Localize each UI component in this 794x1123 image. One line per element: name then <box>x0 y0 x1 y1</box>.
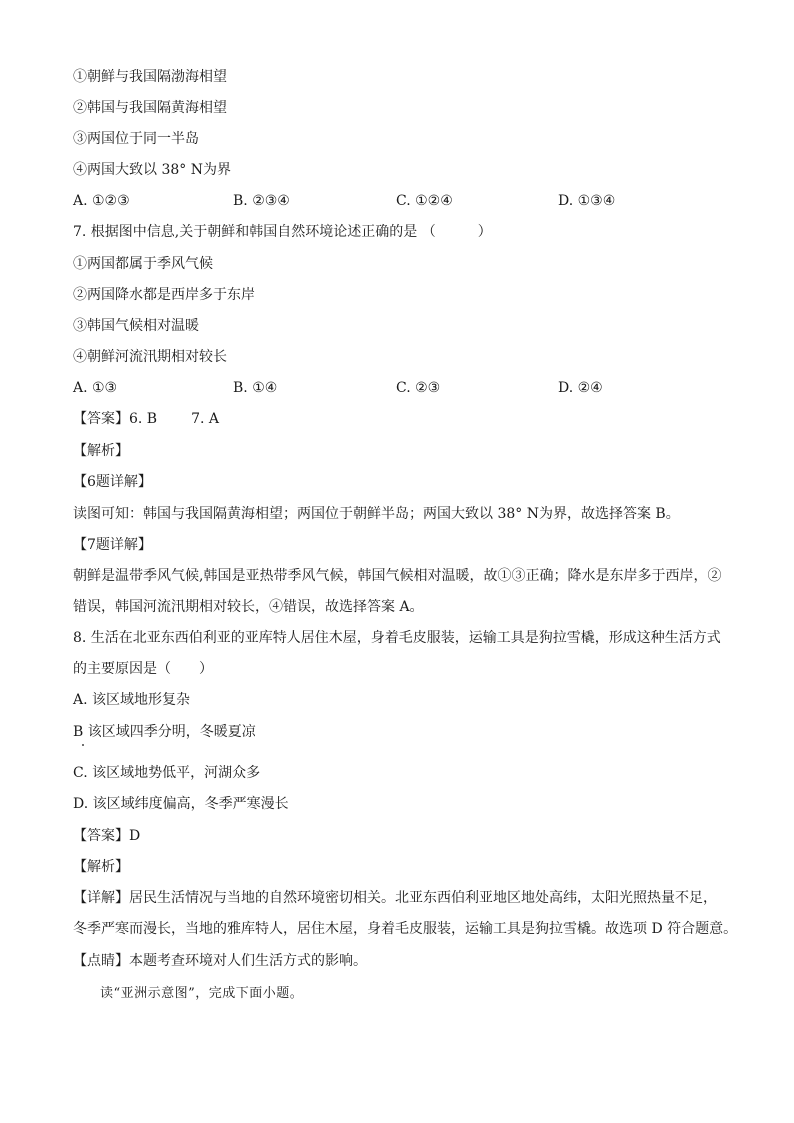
q6-option-a: A. ①②③ <box>73 193 130 209</box>
next-section-intro: 读“亚洲示意图”，完成下面小题。 <box>100 986 304 1001</box>
detail-7-title: 【7题详解】 <box>73 537 152 553</box>
q7-stem: 7. 根据图中信息,关于朝鲜和韩国自然环境论述正确的是 （ ） <box>73 224 492 240</box>
answer-8 <box>73 827 140 845</box>
detail-7-text-2: 错误，韩国河流汛期相对较长，④错误，故选择答案 A。 <box>73 599 424 615</box>
analysis-heading-6-7: 【解析】 <box>73 443 129 459</box>
q7-options <box>73 379 733 397</box>
q7-option-b: B. ①④ <box>233 380 278 396</box>
q6-statement-4: ④两国大致以 38° N为界 <box>73 162 231 178</box>
answer-tag: 【答案】 <box>73 411 129 427</box>
q7-option-c: C. ②③ <box>396 380 441 396</box>
answer-6-7 <box>73 410 219 428</box>
q8-option-a: A. 该区域地形复杂 <box>73 692 191 708</box>
q6-statement-1: ①朝鲜与我国隔渤海相望 <box>73 69 227 85</box>
q7-statement-4: ④朝鲜河流汛期相对较长 <box>73 349 227 365</box>
point-8: 【点睛】本题考查环境对人们生活方式的影响。 <box>73 953 367 969</box>
q7-option-a: A. ①③ <box>73 380 118 396</box>
q6-option-d: D. ①③④ <box>558 193 616 209</box>
detail-7-text-1: 朝鲜是温带季风气候,韩国是亚热带季风气候，韩国气候相对温暖，故①③正确；降水是东岸多于西岸，② <box>73 568 722 584</box>
detail-6-title: 【6题详解】 <box>73 474 152 490</box>
answer-6-value: 6. B <box>129 411 158 427</box>
q6-statement-2: ②韩国与我国隔黄海相望 <box>73 100 227 116</box>
detail-8-text-2: 冬季严寒而漫长，当地的雅库特人，居住木屋，身着毛皮服装，运输工具是狗拉雪橇。故选项 D 符合题意。 <box>73 921 738 937</box>
analysis-heading-8: 【解析】 <box>73 859 129 875</box>
answer-8-value: D <box>129 828 141 844</box>
q7-statement-2: ②两国降水都是西岸多于东岸 <box>73 287 255 303</box>
detail-6-text: 读图可知：韩国与我国隔黄海相望；两国位于朝鲜半岛；两国大致以 38° N为界，故选择答案 B。 <box>73 506 680 522</box>
q8-option-c: C. 该区域地势低平，河湖众多 <box>73 765 261 781</box>
q8-stem-2: 的主要原因是（ ） <box>73 661 213 677</box>
q6-options <box>73 192 733 210</box>
q6-statement-3: ③两国位于同一半岛 <box>73 131 199 147</box>
q6-option-c: C. ①②④ <box>396 193 453 209</box>
q7-statement-1: ①两国都属于季风气候 <box>73 256 213 272</box>
detail-8-text-1: 【详解】居民生活情况与当地的自然环境密切相关。北亚东西伯利亚地区地处高纬，太阳光照热量不足， <box>73 890 717 906</box>
q7-statement-3: ③韩国气候相对温暖 <box>73 318 199 334</box>
q6-option-b: B. ②③④ <box>233 193 290 209</box>
stray-dot-mark <box>82 744 84 746</box>
answer-tag: 【答案】 <box>73 828 129 844</box>
answer-7-value: 7. A <box>191 411 220 427</box>
q8-stem-1: 8. 生活在北亚东西伯利亚的亚库特人居住木屋，身着毛皮服装，运输工具是狗拉雪橇，形成这种生活方式 <box>73 630 721 646</box>
q8-option-d: D. 该区域纬度偏高，冬季严寒漫长 <box>73 796 289 812</box>
q8-option-b: B 该区域四季分明，冬暖夏凉 <box>73 724 256 740</box>
q7-option-d: D. ②④ <box>558 380 603 396</box>
